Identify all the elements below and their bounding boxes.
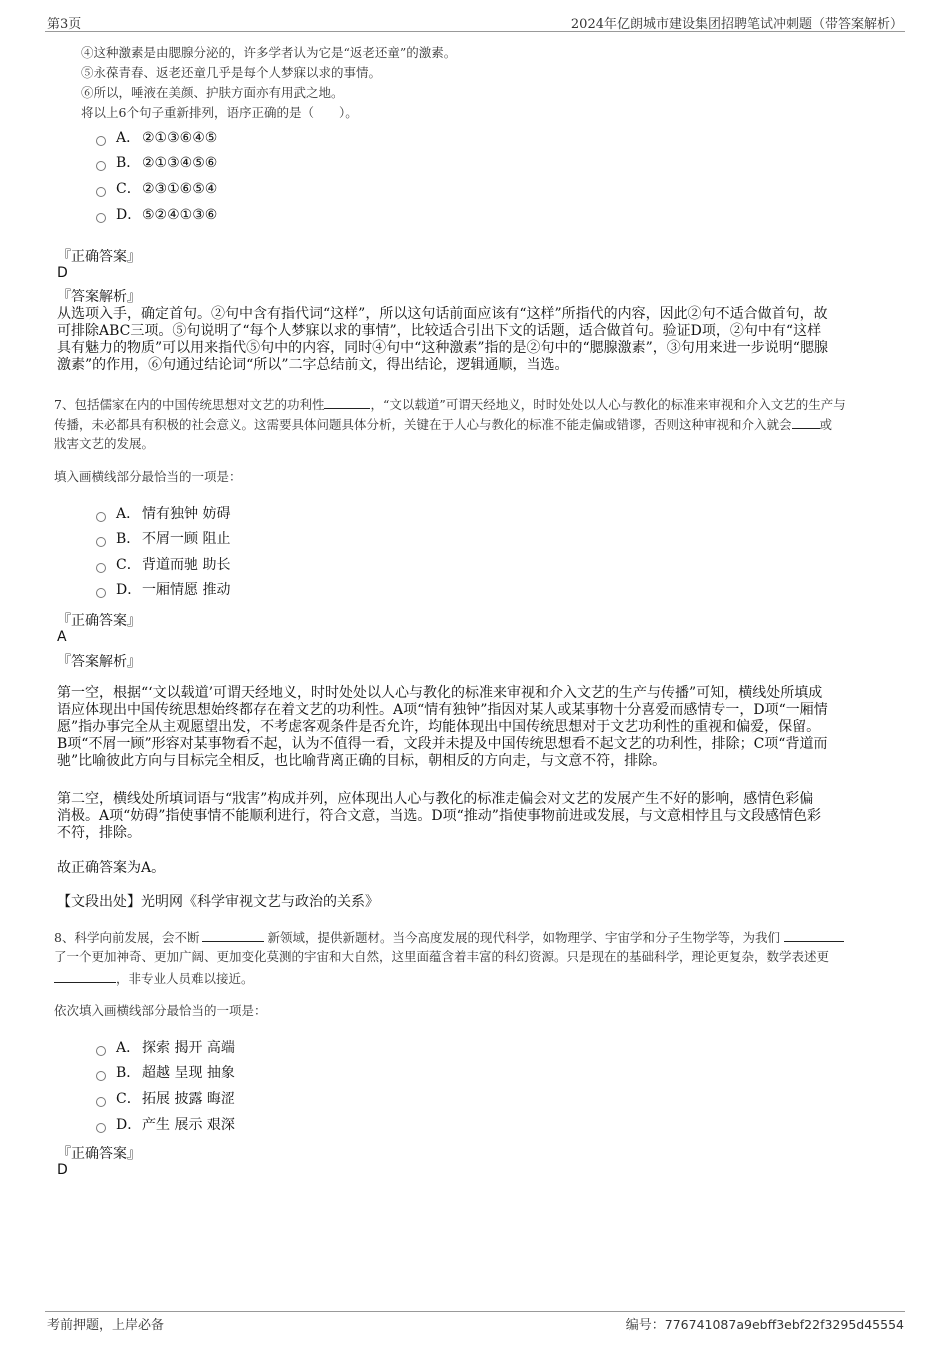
fill-blank bbox=[202, 928, 264, 942]
option-b[interactable]: B． 不屑一顾 阻止 bbox=[96, 530, 230, 548]
option-text: 拓展 披露 晦涩 bbox=[142, 1091, 235, 1107]
option-text: 一厢情愿 推动 bbox=[142, 582, 231, 598]
option-a[interactable]: A． 探索 揭开 高端 bbox=[96, 1039, 235, 1057]
radio-icon[interactable] bbox=[96, 161, 106, 171]
option-text: ②③①⑥⑤④ bbox=[142, 181, 218, 197]
analysis-paragraph-2: 第二空，横线处所填词语与“戕害”构成并列，应体现出人心与教化的标准走偏会对文艺的发展产生不好的影响，感情色彩偏 消极。A项“妨碍”指使事情不能顺利进行，符合文意，当选。D项“推动”指使事物前进或发展，与文意相悖且与文段感情色彩 不符，排除。 bbox=[57, 791, 821, 841]
analysis-text: 从选项入手，确定首句。②句中含有指代词“这样”，所以这句话前面应该有“这样”所指代的内容，因此②句不适合做首句，故 可排除ABC三项。⑤句说明了“每个人梦寐以求的事情”，比较适合引出下文的话题，适合做首句。验证D项，②句中有“这样 具有魅力的物质”可以用来指代⑤句中的内容，同时④句中“这种激素”指的是②句中的“腮腺激素”，③句用来进一步说明“腮腺 激素”的作用，⑥句通过结论词“所以”二字总结前文，得出结论，逻辑通顺，当选。 bbox=[57, 306, 828, 373]
question-stem-line: 8、科学向前发展，会不断 新领域，提供新题材。当今高度发展的现代科学，如物理学、宇宙学和分子生物学等，为我们 bbox=[54, 928, 904, 947]
radio-icon[interactable] bbox=[96, 213, 106, 223]
radio-icon[interactable] bbox=[96, 1097, 106, 1107]
sentence-line: ⑥所以，唾液在美颜、护肤方面亦有用武之地。 bbox=[81, 85, 344, 100]
question-stem-line: 戕害文艺的发展。 bbox=[54, 436, 155, 451]
option-d[interactable]: D． 产生 展示 艰深 bbox=[96, 1116, 235, 1134]
radio-icon[interactable] bbox=[96, 136, 106, 146]
question-stem-line: 了一个更加神奇、更加广阔、更加变化莫测的宇宙和大自然，这里面蕴含着丰富的科幻资源。只是现在的基础科学，理论更复杂，数学表述更 bbox=[54, 949, 830, 964]
answer-value: D bbox=[57, 1162, 68, 1178]
option-d[interactable]: D． 一厢情愿 推动 bbox=[96, 581, 230, 599]
document-title: 2024年亿朗城市建设集团招聘笔试冲刺题（带答案解析） bbox=[570, 17, 903, 32]
option-text: ⑤②④①③⑥ bbox=[142, 207, 218, 223]
fill-blank bbox=[784, 928, 844, 942]
option-text: 情有独钟 妨碍 bbox=[142, 506, 231, 522]
fill-blank bbox=[792, 415, 820, 429]
question-stem-line: ，非专业人员难以接近。 bbox=[54, 969, 254, 988]
radio-icon[interactable] bbox=[96, 563, 106, 573]
answer-label: 『正确答案』 bbox=[57, 613, 141, 629]
option-text: 探索 揭开 高端 bbox=[142, 1040, 235, 1056]
analysis-paragraph-1: 第一空，根据“‘文以载道’可谓天经地义，时时处处以人心与教化的标准来审视和介入文艺的生产与传播”可知，横线处所填成 语应体现出中国传统思想始终都存在着文艺的功利性。A项“情有独钟”指因对某人或某事物十分喜爱而感情专一，D项“一厢情 愿”指办事完全从主观愿望出发，不考虑客观条件是否允许，均能体现出中国传统思想对于文艺功利性的重视和偏爱，保留。 B项“不屑一顾”形容对某事物看不起，认为不值得一看，文段并未提及中国传统思想看不起文艺的功利性，排除；C项“背道而 驰”比喻彼此方向与目标完全相反，也比喻背离正确的目标，朝相反的方向走，与文意不符，排除。 bbox=[57, 685, 828, 769]
footer-code: 编号：776741087a9ebff3ebf22f3295d45554 bbox=[625, 1317, 904, 1333]
radio-icon[interactable] bbox=[96, 537, 106, 547]
option-text: ②①③④⑤⑥ bbox=[142, 155, 218, 171]
option-text: ②①③⑥④⑤ bbox=[142, 130, 218, 146]
option-b[interactable]: B． ②①③④⑤⑥ bbox=[96, 154, 217, 172]
option-text: 不屑一顾 阻止 bbox=[142, 531, 231, 547]
answer-label: 『正确答案』 bbox=[57, 1146, 141, 1162]
answer-label: 『正确答案』 bbox=[57, 249, 141, 265]
radio-icon[interactable] bbox=[96, 187, 106, 197]
question-prompt: 将以上6个句子重新排列，语序正确的是（ ）。 bbox=[81, 105, 358, 120]
fill-blank bbox=[54, 969, 116, 983]
option-c[interactable]: C． 背道而驰 助长 bbox=[96, 556, 230, 574]
analysis-label: 『答案解析』 bbox=[57, 289, 141, 305]
option-d[interactable]: D． ⑤②④①③⑥ bbox=[96, 206, 217, 224]
radio-icon[interactable] bbox=[96, 1046, 106, 1056]
sentence-line: ④这种激素是由腮腺分泌的，许多学者认为它是“返老还童”的激素。 bbox=[81, 45, 457, 60]
sentence-line: ⑤永葆青春、返老还童几乎是每个人梦寐以求的事情。 bbox=[81, 65, 382, 80]
radio-icon[interactable] bbox=[96, 1071, 106, 1081]
footer-divider bbox=[45, 1311, 905, 1312]
option-c[interactable]: C． 拓展 披露 晦涩 bbox=[96, 1090, 235, 1108]
radio-icon[interactable] bbox=[96, 1123, 106, 1133]
option-a[interactable]: A． 情有独钟 妨碍 bbox=[96, 505, 230, 523]
answer-value: A bbox=[57, 629, 67, 645]
option-text: 产生 展示 艰深 bbox=[142, 1117, 235, 1133]
option-a[interactable]: A． ②①③⑥④⑤ bbox=[96, 129, 217, 147]
page-number: 第3页 bbox=[47, 17, 82, 32]
option-c[interactable]: C． ②③①⑥⑤④ bbox=[96, 180, 217, 198]
answer-value: D bbox=[57, 265, 68, 281]
question-stem-line: 传播，未必都具有积极的社会意义。这需要具体问题具体分析，关键在于人心与教化的标准不能走偏或错谬，否则这种审视和介入就会 或 bbox=[54, 417, 833, 432]
header-divider bbox=[45, 31, 905, 32]
option-text: 背道而驰 助长 bbox=[142, 557, 231, 573]
question-stem-line: 7、包括儒家在内的中国传统思想对文艺的功利性 ，“文以载道”可谓天经地义，时时处处以人心与教化的标准来审视和介入文艺的生产与 bbox=[54, 397, 846, 412]
analysis-label: 『答案解析』 bbox=[57, 654, 141, 670]
question-prompt: 依次填入画横线部分最恰当的一项是： bbox=[54, 1003, 267, 1018]
source-citation: 【文段出处】光明网《科学审视文艺与政治的关系》 bbox=[57, 894, 379, 910]
radio-icon[interactable] bbox=[96, 512, 106, 522]
question-prompt: 填入画横线部分最恰当的一项是： bbox=[54, 469, 242, 484]
footer-slogan: 考前押题，上岸必备 bbox=[47, 1318, 165, 1333]
option-text: 超越 呈现 抽象 bbox=[142, 1065, 235, 1081]
conclusion: 故正确答案为A。 bbox=[57, 860, 166, 876]
option-b[interactable]: B． 超越 呈现 抽象 bbox=[96, 1064, 235, 1082]
fill-blank bbox=[324, 395, 370, 409]
radio-icon[interactable] bbox=[96, 588, 106, 598]
